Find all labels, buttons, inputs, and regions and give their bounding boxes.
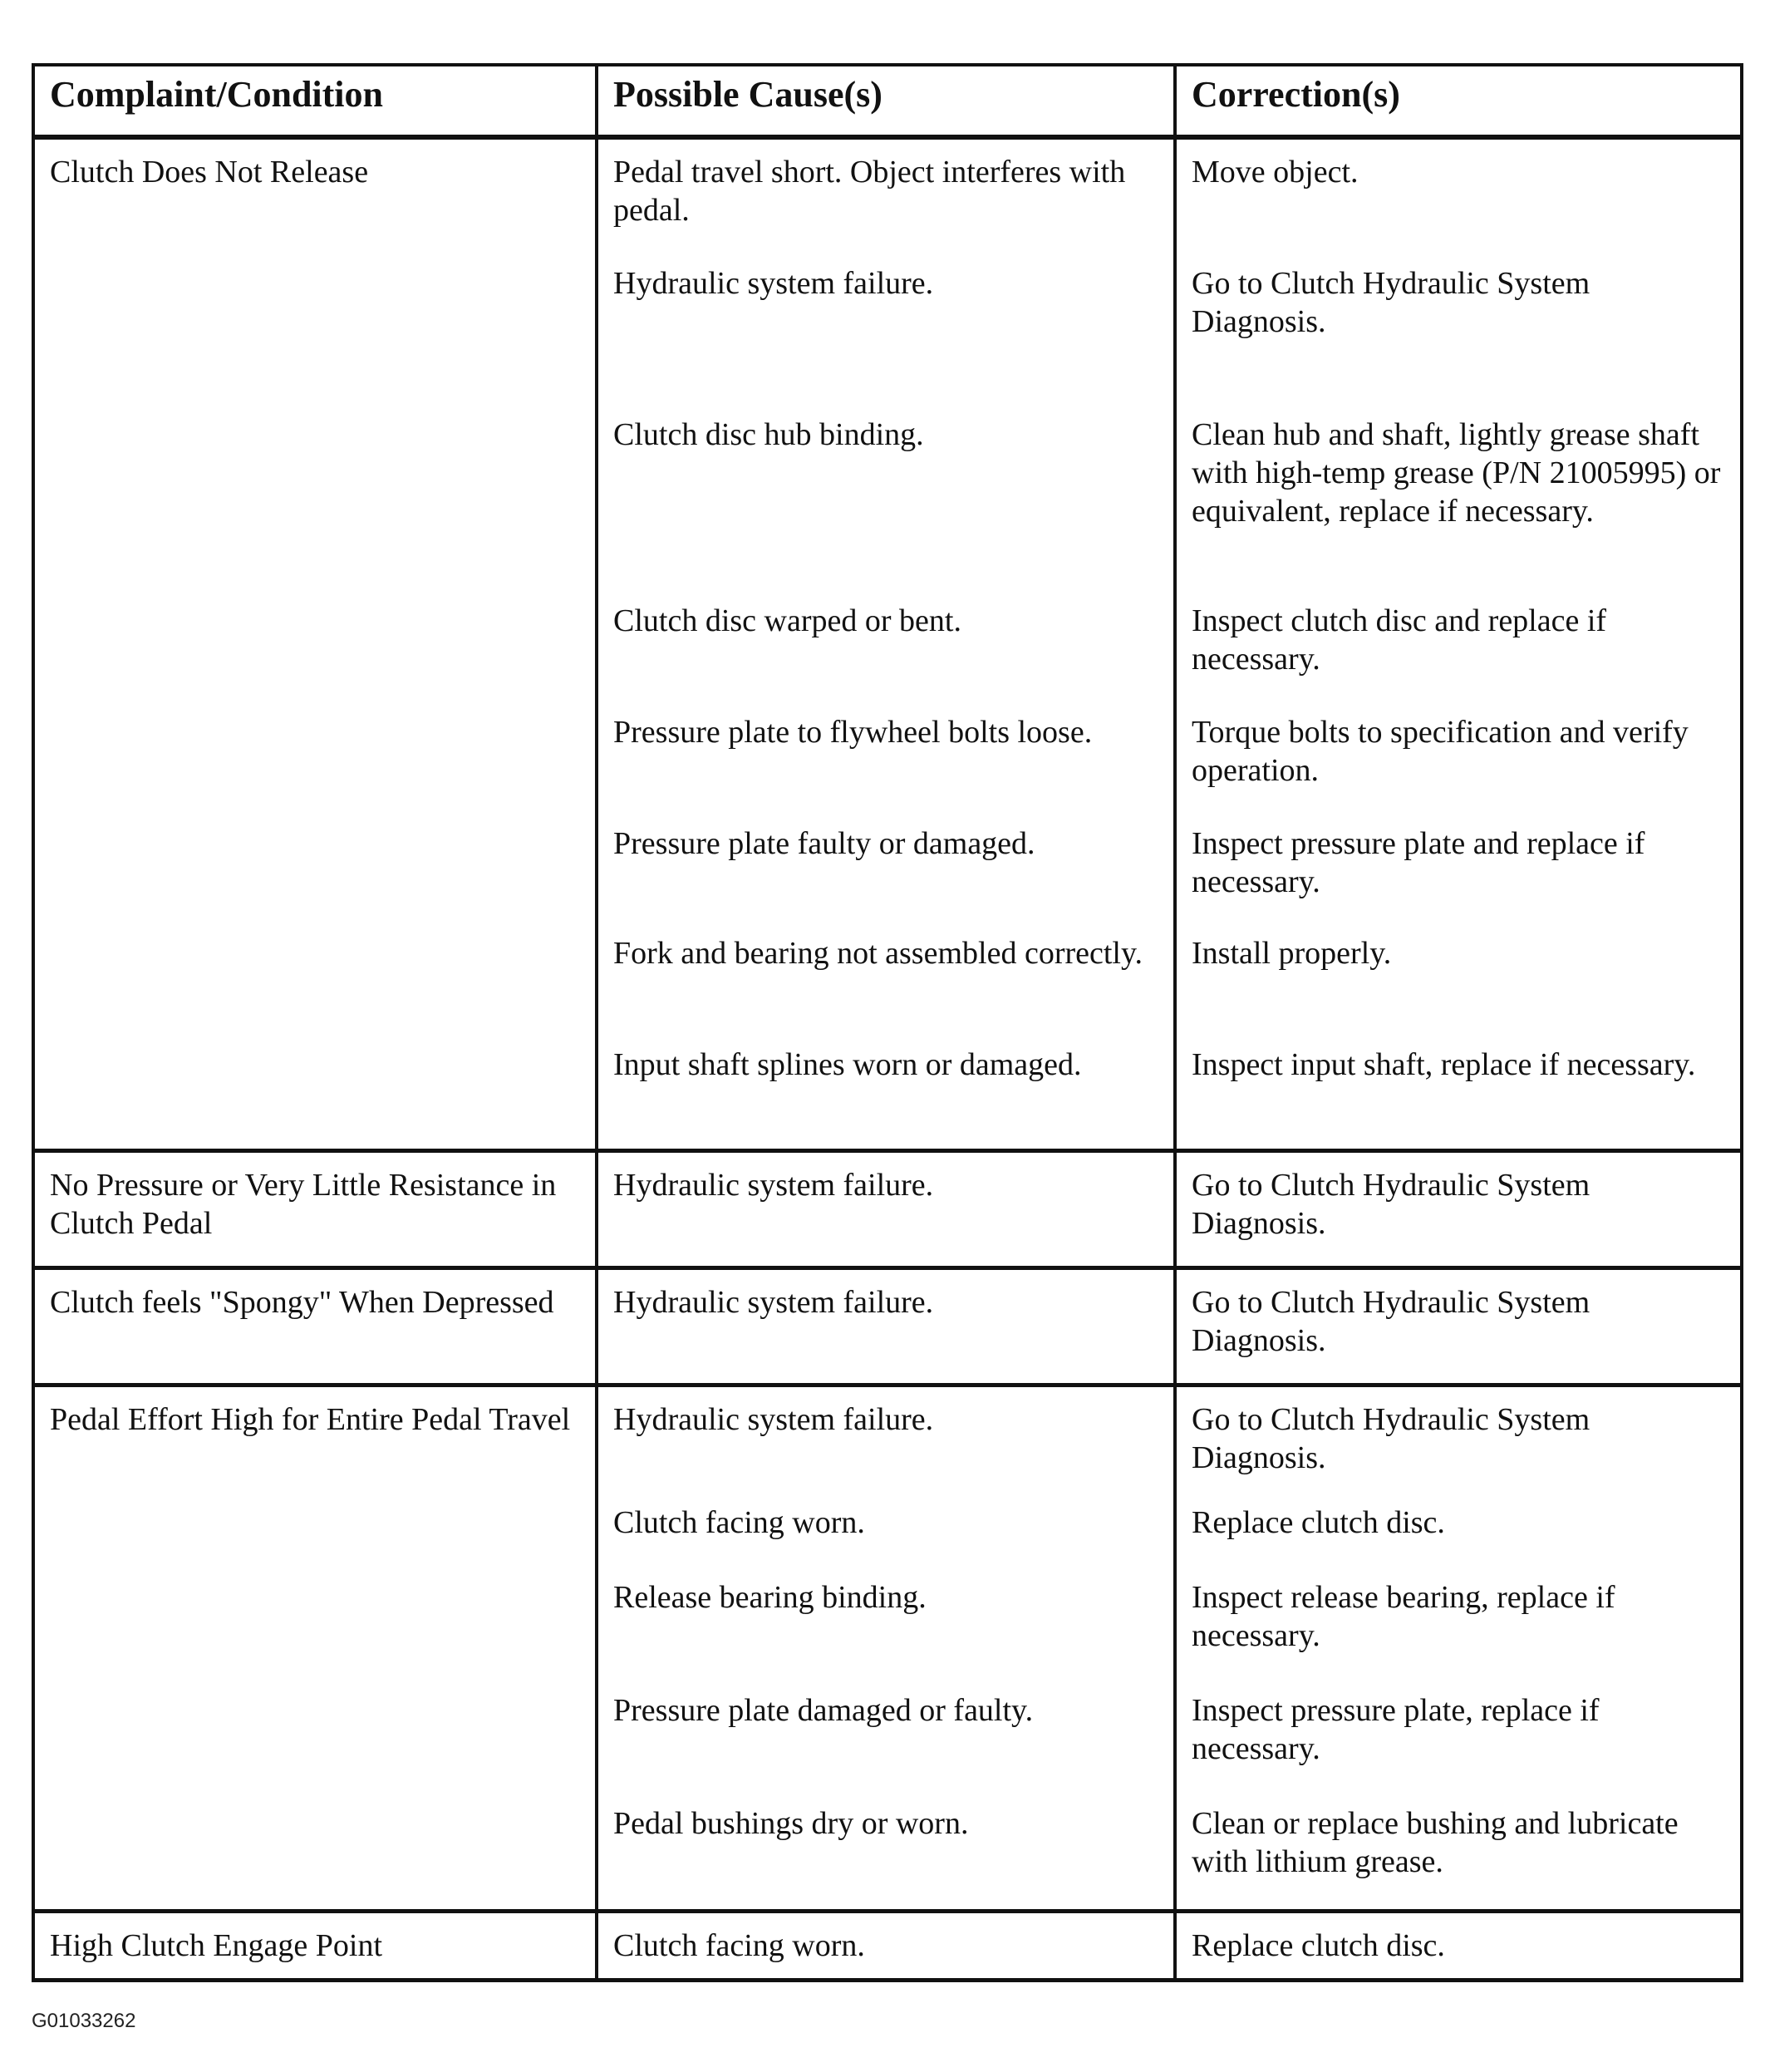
correction-text: Replace clutch disc. [1192, 1505, 1445, 1540]
complaint-text: High Clutch Engage Point [50, 1928, 383, 1963]
cause-text: Hydraulic system failure. [613, 266, 934, 301]
header-correction: Correction(s) [1175, 65, 1742, 137]
correction-text: Inspect release bearing, replace if necessary. [1192, 1580, 1615, 1653]
correction-text: Go to Clutch Hydraulic System Diagnosis. [1192, 1285, 1590, 1358]
figure-id: G01033262 [32, 2010, 136, 2032]
table-row [33, 1385, 1742, 1912]
correction-text: Inspect clutch disc and replace if necessary. [1192, 603, 1607, 677]
cause-cell [597, 137, 1175, 1151]
cause-cell [597, 1268, 1175, 1385]
cause-text: Clutch disc warped or bent. [613, 603, 961, 638]
header-cause: Possible Cause(s) [597, 65, 1175, 137]
table-row [33, 1268, 1742, 1385]
cause-text: Pressure plate faulty or damaged. [613, 826, 1035, 861]
complaint-cell [33, 1268, 597, 1385]
correction-text: Go to Clutch Hydraulic System Diagnosis. [1192, 266, 1590, 339]
complaint-cell [33, 1385, 597, 1912]
header-complaint: Complaint/Condition [33, 65, 597, 137]
diagnosis-table [32, 63, 1743, 1982]
cause-text: Pedal bushings dry or worn. [613, 1806, 969, 1841]
cause-text: Pedal travel short. Object interferes with pedal. [613, 155, 1126, 228]
correction-text: Torque bolts to specification and verify operation. [1192, 715, 1689, 788]
correction-text: Clean or replace bushing and lubricate with lithium grease. [1192, 1806, 1679, 1879]
cause-text: Release bearing binding. [613, 1580, 927, 1615]
complaint-cell [33, 137, 597, 1151]
cause-text: Clutch facing worn. [613, 1928, 865, 1963]
cause-text: Pressure plate damaged or faulty. [613, 1693, 1034, 1728]
complaint-text: Clutch Does Not Release [50, 155, 369, 189]
correction-cell [1175, 137, 1742, 1151]
cause-text: Clutch disc hub binding. [613, 417, 924, 452]
cause-text: Fork and bearing not assembled correctly. [613, 936, 1143, 971]
cause-cell [597, 1912, 1175, 1981]
correction-text: Install properly. [1192, 936, 1392, 971]
cause-text: Hydraulic system failure. [613, 1285, 934, 1320]
cause-text: Clutch facing worn. [613, 1505, 865, 1540]
complaint-text: Clutch feels "Spongy" When Depressed [50, 1285, 554, 1320]
correction-text: Replace clutch disc. [1192, 1928, 1445, 1963]
complaint-cell [33, 1912, 597, 1981]
correction-text: Inspect pressure plate, replace if necessary. [1192, 1693, 1600, 1766]
correction-cell [1175, 1385, 1742, 1912]
correction-cell [1175, 1268, 1742, 1385]
cause-text: Pressure plate to flywheel bolts loose. [613, 715, 1093, 750]
complaint-text: No Pressure or Very Little Resistance in Clutch Pedal [50, 1168, 557, 1241]
correction-text: Inspect input shaft, replace if necessary. [1192, 1047, 1696, 1082]
cause-cell [597, 1151, 1175, 1268]
cause-text: Hydraulic system failure. [613, 1168, 934, 1203]
correction-text: Move object. [1192, 155, 1359, 189]
table-row [33, 1151, 1742, 1268]
correction-text: Clean hub and shaft, lightly grease shaft with high-temp grease (P/N 21005995) or equivalent, replace if necessary. [1192, 417, 1721, 529]
cause-cell [597, 1385, 1175, 1912]
correction-text: Go to Clutch Hydraulic System Diagnosis. [1192, 1168, 1590, 1241]
complaint-cell [33, 1151, 597, 1268]
correction-text: Go to Clutch Hydraulic System Diagnosis. [1192, 1402, 1590, 1475]
header-row [33, 65, 1742, 137]
table-row [33, 1912, 1742, 1981]
table-row [33, 137, 1742, 1151]
cause-text: Hydraulic system failure. [613, 1402, 934, 1437]
cause-text: Input shaft splines worn or damaged. [613, 1047, 1082, 1082]
complaint-text: Pedal Effort High for Entire Pedal Travel [50, 1402, 571, 1437]
correction-text: Inspect pressure plate and replace if necessary. [1192, 826, 1645, 899]
correction-cell [1175, 1151, 1742, 1268]
correction-cell [1175, 1912, 1742, 1981]
